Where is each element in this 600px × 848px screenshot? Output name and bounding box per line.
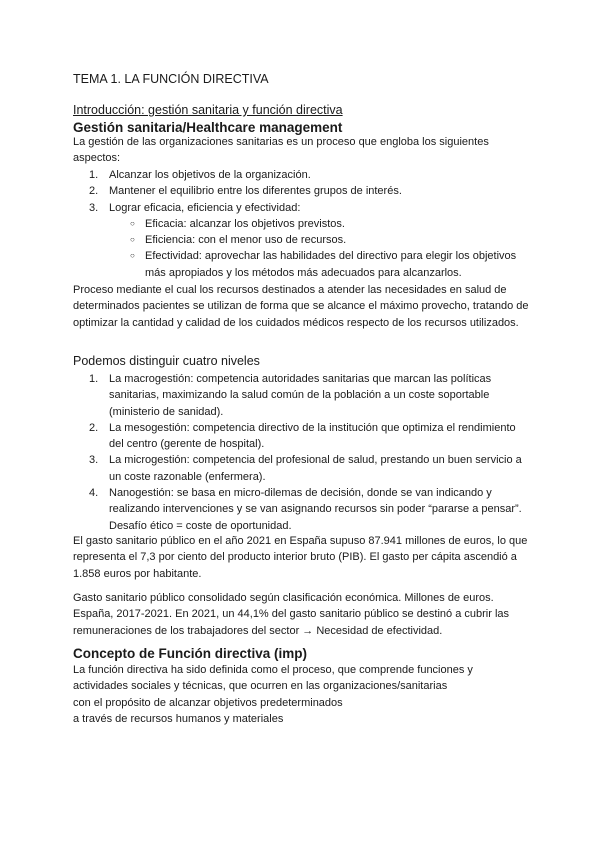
list-item <box>73 183 533 199</box>
section-heading-directive-function: Concepto de Función directiva (imp) <box>73 646 308 661</box>
list-item <box>73 200 533 281</box>
bullet-item <box>73 248 533 281</box>
list-item-text: Nanogestión: se basa en micro-dilemas de decisión, donde se van indicando y realizando intervenciones y se van asignando recursos sin poder “pararse a pensar”. Desafío ético = coste de oportunidad. <box>109 487 522 532</box>
levels-list <box>73 371 533 534</box>
effectiveness-bullets <box>73 216 533 281</box>
definition-line: La función directiva ha sido definida como el proceso, que comprende funciones y <box>73 664 473 676</box>
list-item <box>73 485 533 534</box>
list-number: 3. <box>89 201 99 214</box>
list-item-text: La mesogestión: competencia directivo de la institución que optimiza el rendimiento del centro (gerente de hospital). <box>109 421 516 451</box>
list-item <box>73 371 533 420</box>
levels-heading: Podemos distinguir cuatro niveles <box>73 354 260 368</box>
hollow-circle-bullet-icon: ○ <box>130 218 135 228</box>
bullet-text: Eficiencia: con el menor uso de recursos. <box>145 234 347 247</box>
list-number: 1. <box>89 373 99 385</box>
list-number: 2. <box>89 421 99 434</box>
list-item-text: La macrogestión: competencia autoridades sanitarias que marcan las políticas sanitarias, maximizando la salud común de la población a un coste soportable (ministerio de sanidad). <box>109 373 492 418</box>
list-item-text: La microgestión: competencia del profesional de salud, prestando un buen servicio a un coste razonable (enfermera). <box>109 454 522 483</box>
aspects-list <box>73 167 533 281</box>
list-item <box>73 420 533 453</box>
bullet-item <box>73 232 533 248</box>
list-number: 2. <box>89 185 99 198</box>
document-title: TEMA 1. LA FUNCIÓN DIRECTIVA <box>73 72 269 86</box>
definition-line: actividades sociales y técnicas, que ocurren en las organizaciones/sanitarias <box>73 680 448 693</box>
list-item-text: Mantener el equilibrio entre los diferentes grupos de interés. <box>109 185 402 198</box>
directive-function-definition <box>73 662 533 727</box>
list-item-text: Lograr eficacia, eficiencia y efectividad: <box>109 201 301 214</box>
definition-line: a través de recursos humanos y materiales <box>73 712 284 725</box>
hollow-circle-bullet-icon: ○ <box>130 235 135 245</box>
list-number: 1. <box>89 169 99 181</box>
bullet-text: Eficacia: alcanzar los objetivos previstos. <box>145 217 345 230</box>
hollow-circle-bullet-icon: ○ <box>130 251 135 261</box>
bullet-text: Efectividad: aprovechar las habilidades del directivo para elegir los objetivos más apropiados y los métodos más adecuados para alcanzarlos. <box>145 250 517 279</box>
list-item <box>73 167 533 183</box>
section-intro-paragraph: La gestión de las organizaciones sanitarias es un proceso que engloba los siguientes aspectos: <box>73 136 489 165</box>
bullet-item <box>73 216 533 232</box>
consolidated-spending-paragraph: Gasto sanitario público consolidado según clasificación económica. Millones de euros. España, 2017-2021. En 2021, un 44,1% del gasto sanitario público se destinó a cubrir las remuneraciones de los trabajadores del sector → Necesidad de efectividad. <box>73 592 510 637</box>
intro-heading: Introducción: gestión sanitaria y función directiva <box>73 103 343 117</box>
list-number: 4. <box>89 487 99 500</box>
definition-line: con el propósito de alcanzar objetivos predeterminados <box>73 696 343 709</box>
list-item-text: Alcanzar los objetivos de la organización. <box>109 169 311 181</box>
section-heading-healthcare-management: Gestión sanitaria/Healthcare management <box>73 120 343 135</box>
management-definition-paragraph: Proceso mediante el cual los recursos destinados a atender las necesidades en salud de determinados pacientes se utilizan de forma que se alcance el máximo provecho, tratando de optimizar la cantidad y calidad de los cuidados médicos respecto de los recursos utilizados. <box>73 284 529 329</box>
spending-paragraph: El gasto sanitario público en el año 2021 en España supuso 87.941 millones de euros, lo que representa el 7,3 por ciento del producto interior bruto (PIB). El gasto per cápita ascendió a 1.858 euros por habitante. <box>73 535 528 580</box>
list-number: 3. <box>89 454 99 467</box>
list-item <box>73 452 533 485</box>
